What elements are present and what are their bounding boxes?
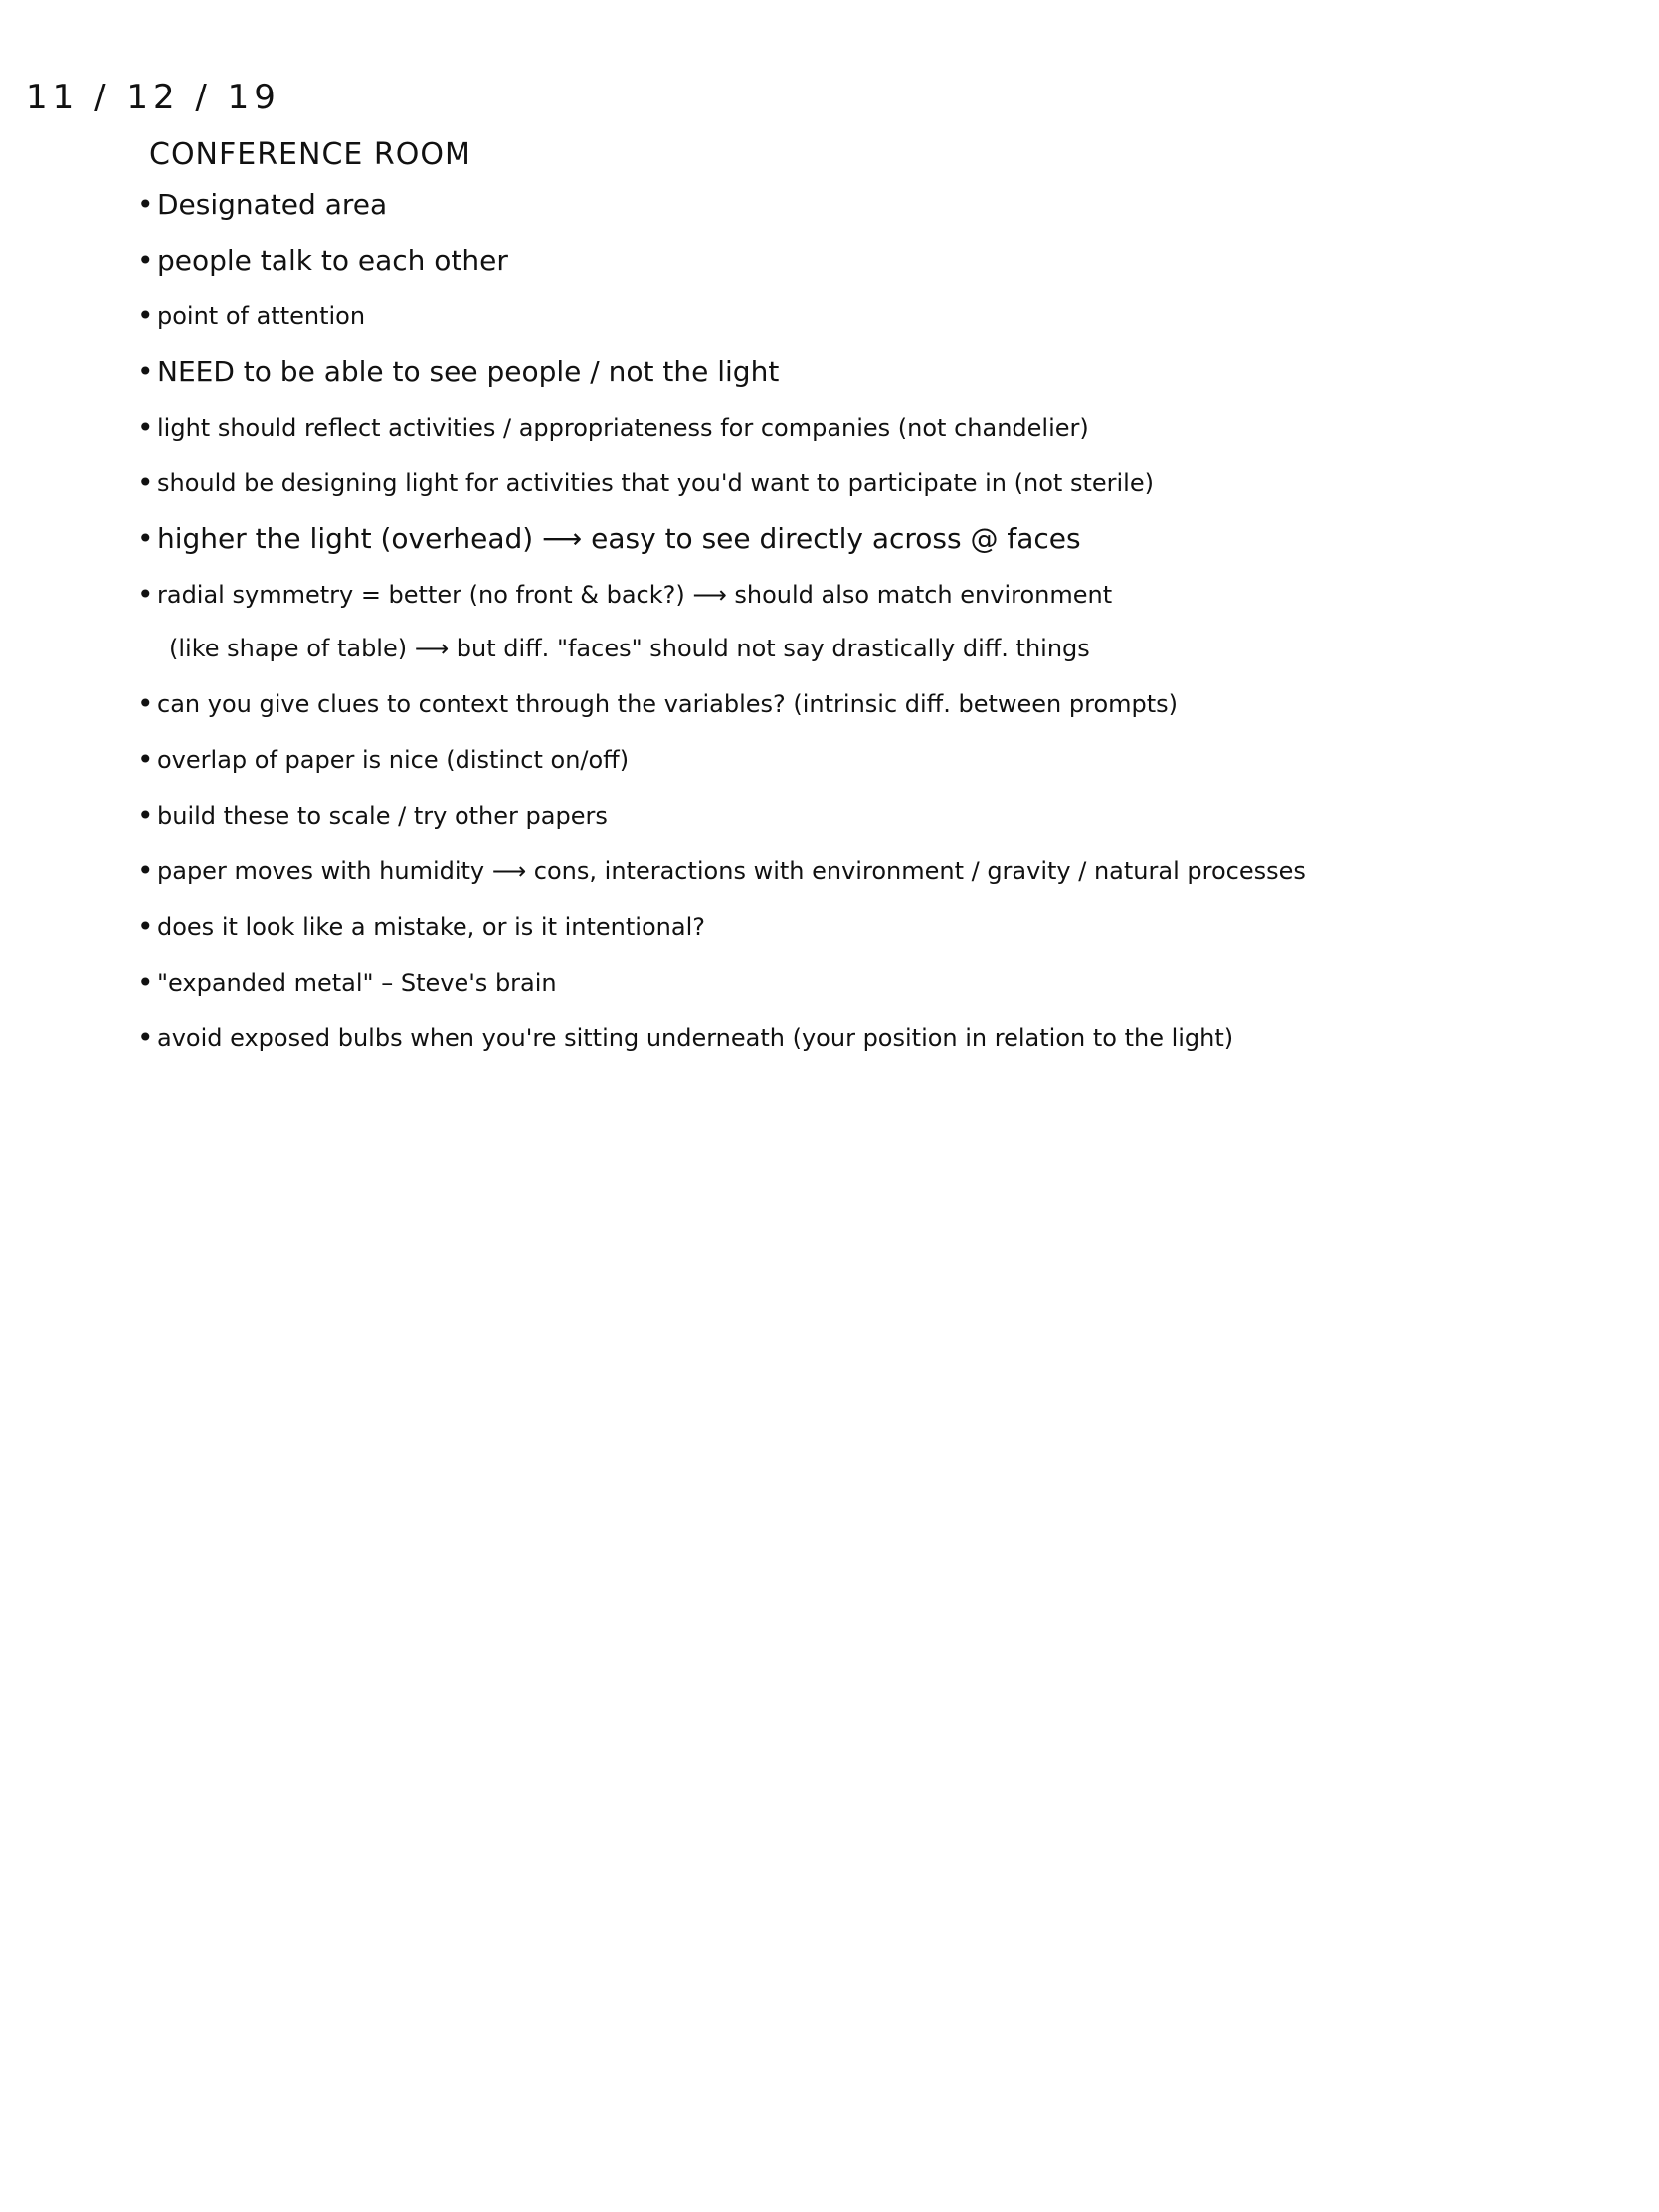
- list-item: • should be designing light for activities that you'd want to participate in (not sterile): [137, 466, 1154, 499]
- note-heading: CONFERENCE ROOM: [149, 137, 471, 172]
- list-item: • build these to scale / try other papers: [137, 799, 608, 831]
- list-item: • does it look like a mistake, or is it intentional?: [137, 910, 705, 943]
- notes-list: [137, 187, 1639, 1076]
- note-date: 11 / 12 / 19: [26, 78, 280, 117]
- list-item: • can you give clues to context through the variables? (intrinsic diff. between prompts): [137, 687, 1179, 720]
- list-item: • overlap of paper is nice (distinct on/off): [137, 743, 630, 776]
- list-item: • light should reflect activities / appropriateness for companies (not chandelier): [137, 411, 1089, 444]
- list-item: • "expanded metal" – Steve's brain: [137, 966, 557, 999]
- list-item: • people talk to each other: [137, 244, 508, 276]
- list-item: • higher the light (overhead) ⟶ easy to see directly across @ faces: [137, 522, 1081, 555]
- list-item: • avoid exposed bulbs when you're sitting underneath (your position in relation to the light): [137, 1021, 1234, 1054]
- list-item: • radial symmetry = better (no front & back?) ⟶ should also match environment (like shape of table) ⟶ but diff. "faces" should not say drastically diff. things: [137, 577, 1639, 686]
- list-item: • NEED to be able to see people / not the light: [137, 355, 780, 388]
- list-item: • Designated area: [137, 188, 388, 221]
- list-item: • point of attention: [137, 299, 366, 332]
- list-item-continuation: (like shape of table) ⟶ but diff. "faces" should not say drastically diff. things: [169, 635, 1090, 662]
- list-item: • paper moves with humidity ⟶ cons, interactions with environment / gravity / natural processes: [137, 854, 1306, 887]
